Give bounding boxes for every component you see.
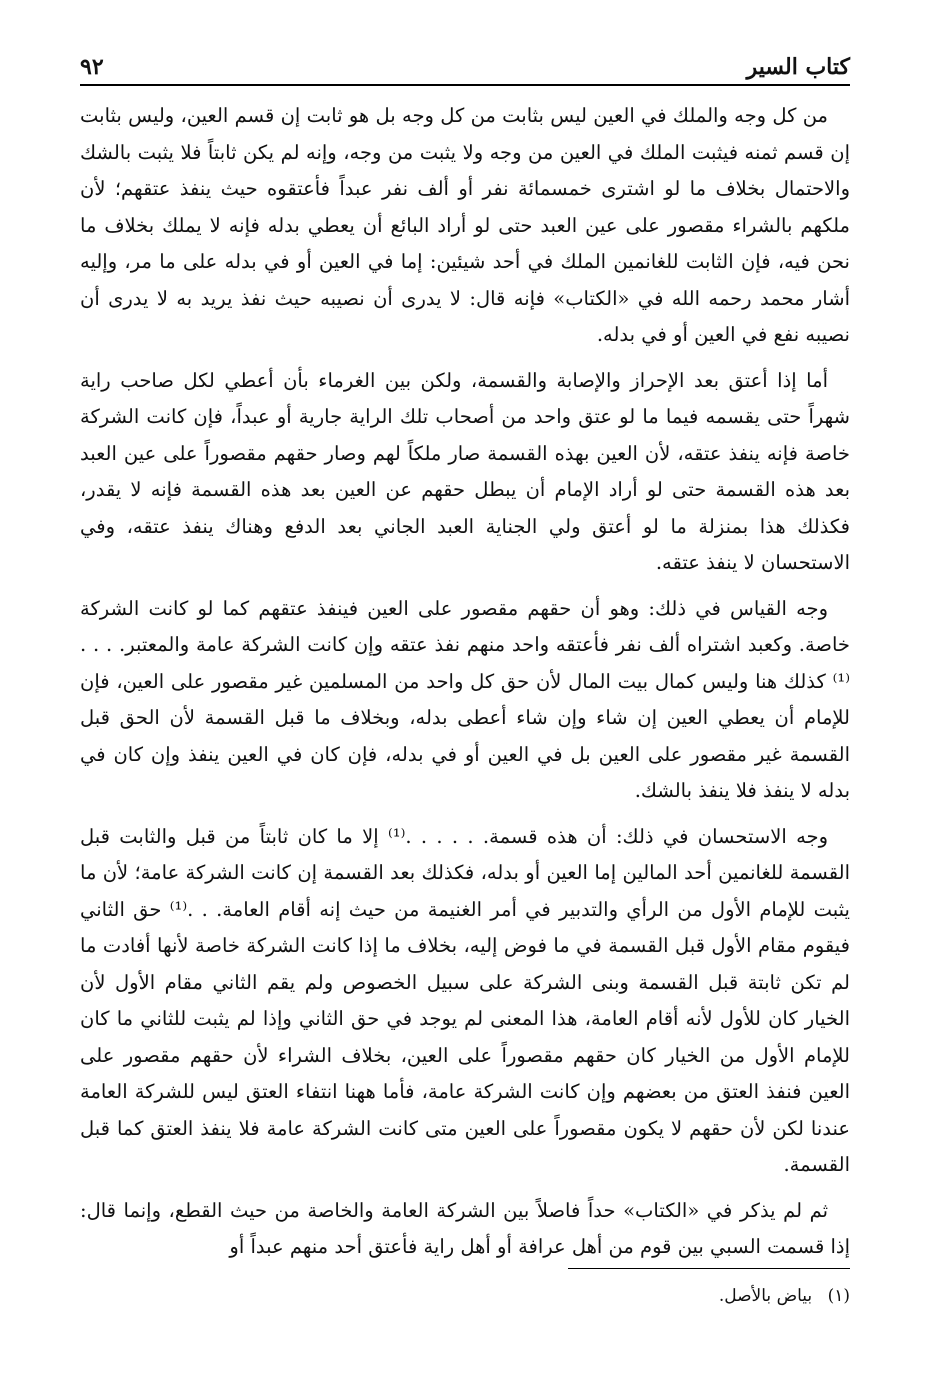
page-header xyxy=(80,40,850,80)
paragraph: ثم لم يذكر في «الكتاب» حداً فاصلاً بين الشركة العامة والخاصة من حيث القطع، وإنما قال: إذا قسمت السبي بين قوم من أهل عرافة أو أهل راية فأعتق أحد منهم عبداً أو xyxy=(80,1198,850,1258)
footnote-marker: (١) xyxy=(827,1286,850,1306)
main-text xyxy=(80,98,850,1275)
running-title: كتاب السير xyxy=(746,54,850,80)
footnote-text: بياض بالأصل. xyxy=(718,1286,813,1306)
header-rule xyxy=(80,84,850,86)
footnote xyxy=(80,1280,850,1312)
footnote-rule xyxy=(568,1268,850,1269)
paragraph: أما إذا أعتق بعد الإحراز والإصابة والقسمة، ولكن بين الغرماء بأن أعطي لكل صاحب راية شهراً حتى يقسمه فيما ما لو عتق واحد من أصحاب تلك الراية جارية أو عبداً، فإن كانت الشركة خاصة فإنه ينفذ عتقه، لأن العين بهذه القسمة صار ملكاً لهم وصار حقهم مقصوراً على عين العبد بعد هذه القسمة حتى لو أراد الإمام أن يبطل حقهم عن العين بعد هذه القسمة فإنه لا يقدر، فكذلك هذا بمنزلة ما لو أعتق ولي الجناية العبد الجاني بعد الدفع وهناك ينفذ عتقه، وفي الاستحسان لا ينفذ عتقه. xyxy=(80,368,850,574)
paragraph: وجه الاستحسان في ذلك: أن هذه قسمة. . . . . .⁽¹⁾ إلا ما كان ثابتاً من قبل والثابت قبل القسمة للغانمين أحد المالين إما العين أو بدله، فكذلك بعد القسمة إن كانت الشركة عامة؛ لأن ما يثبت للإمام الأول من الرأي والتدبير في أمر الغنيمة من حيث إنه أقام العامة. . .⁽¹⁾ حق الثاني فيقوم مقام الأول قبل القسمة في ما فوض إليه، بخلاف ما إذا كانت الشركة خاصة لأنها أفادت ما لم تكن ثابتة قبل القسمة وبنى الشركة على سبيل الخصوص ولم يقم الثاني مقام الأول لأن الخيار كان للأول لأنه أقام العامة، هذا المعنى لم يوجد في حق الثاني وإذا لم يثبت للثاني ما كان للإمام الأول من الخيار كان حقهم مقصوراً على العين، بخلاف الشراء لأن حقهم مقصور على العين فنفذ العتق من بعضهم وإن كانت الشركة عامة، فأما ههنا انتفاء العتق ليس للشركة العامة عندنا لكن لأن حقهم لا يكون مقصوراً على العين متى كانت الشركة عامة فلا ينفذ العتق كما قبل القسمة. xyxy=(80,824,850,1176)
page-number: ٩٢ xyxy=(80,54,104,80)
paragraph: من كل وجه والملك في العين ليس بثابت من كل وجه بل هو ثابت إن قسم العين، وليس بثابت إن قسم ثمنه فيثبت الملك في العين من وجه ولا يثبت من وجه، وإنه لم يكن ثابتاً فلا يثبت بالشك والاحتمال بخلاف ما لو اشترى خمسمائة نفر أو ألف نفر عبداً فأعتقوه حيث ينفذ عتقهم؛ لأن ملكهم بالشراء مقصور على عين العبد حتى لو أراد البائع أن يعطي بدله فإنه لا يملك بخلاف ما نحن فيه، فإن الثابت للغانمين الملك في أحد شيئين: إما في العين أو في بدله على ما مر، وإليه أشار محمد رحمه الله في «الكتاب» فإنه قال: لا يدرى أن نصيبه حيث نفذ يريد به لا يدرى أن نصيبه نفع في العين أو في بدله. xyxy=(80,104,850,346)
paragraph: وجه القياس في ذلك: وهو أن حقهم مقصور على العين فينفذ عتقهم كما لو كانت الشركة خاصة. وكعبد اشتراه ألف نفر فأعتقه واحد منهم نفذ عتقه وإن كانت الشركة عامة والمعتبر. . . .⁽¹⁾ كذلك هنا وليس كمال بيت المال لأن حق كل واحد من المسلمين غير مقصور على العين، فإن للإمام أن يعطي العين إن شاء وإن شاء أعطى بدله، وبخلاف ما قبل القسمة لأن الحق قبل القسمة غير مقصور على العين بل في العين أو في بدله، فإن كان في العين ينفذ وإن كان في بدله لا ينفذ فلا ينفذ بالشك. xyxy=(80,596,850,802)
